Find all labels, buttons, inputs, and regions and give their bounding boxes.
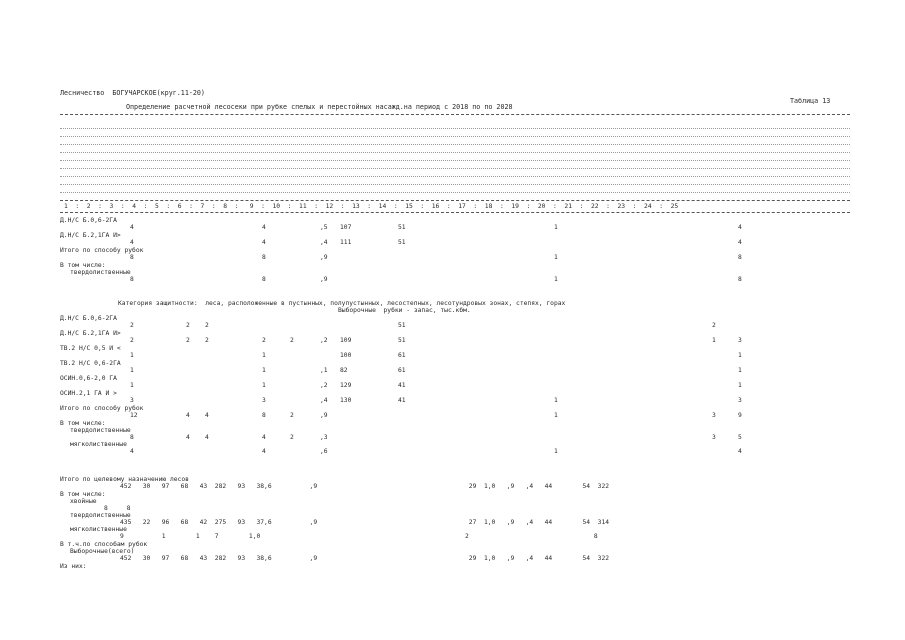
section2-row-value-c9: ,4 [320,397,328,404]
section2-sub1-value-c8: 2 [290,434,294,441]
report-title: Определение расчетной лесосеки при рубке спелых и перестойных насажд.на период с 2018 по по 2028 [126,103,513,111]
forestry-name: Лесничество БОГУЧАРСКОЕ(круг.11-20) [60,89,205,97]
section2-row-value-c10: 129 [340,382,352,389]
section2-row-value-c1: 1 [130,352,134,359]
section1-row-value-c1: 4 [130,239,134,246]
section2-row-name: ТВ.2 Н/С 0,6-2ГА [60,360,121,367]
section2-sub1-value-c25: 5 [738,434,742,441]
section2-row-value-c2: 2 [186,322,190,329]
header-bottom-rule [60,212,850,213]
section1-row-value-c7: 4 [262,239,266,246]
table-column-headers [60,124,850,200]
totals-hvoy-label: хвойные [70,498,97,505]
section2-row-value-c18: 1 [554,397,558,404]
section2-sub2-label: мягколиственные [70,441,127,448]
category-line-1: Категория защитности: леса, расположенные в пустынных, полупустынных, лесостепных, лесотундровых зонах, степях, горах [118,300,566,307]
section1-row-value-c10: 107 [340,224,352,231]
section2-row-value-c1: 3 [130,397,134,404]
totals-label: Итого по целевому назначению лесов [60,476,189,483]
section2-row-value-c25: 3 [738,397,742,404]
section2-sub2-value-c9: ,6 [320,448,328,455]
section1-row-name: Д.Н/С Б.2,1ГА И> [60,232,121,239]
totals-selective-row: 452 30 97 68 43 282 93 38,6 ,9 29 1,0 ,9 ,4 44 54 322 [120,555,610,562]
section2-row-value-c7: 1 [262,352,266,359]
section1-row-value-c1: 8 [130,254,134,261]
section2-row-value-c7: 1 [262,367,266,374]
totals-selective-label: Выборочные(всего) [70,548,135,555]
section1-row-name: Д.Н/С Б.0,6-2ГА [60,217,117,224]
totals-incl-label: В том числе: [60,491,106,498]
section2-sub1-value-c7: 4 [262,434,266,441]
section2-sub1-value-c23: 3 [712,434,716,441]
section2-row-value-c1: 1 [130,367,134,374]
section2-row-value-c7: 2 [262,337,266,344]
section2-row-name: ОСИН.2,1 ГА И > [60,390,117,397]
table-number: Таблица 13 [790,97,831,105]
section2-row-value-c3: 2 [205,337,209,344]
section1-row-value-c25: 8 [738,254,742,261]
header-mid-rule [60,200,850,201]
section2-row-value-c1: 1 [130,382,134,389]
section1-sub-value-c25: 8 [738,276,742,283]
section2-sub1-value-c9: ,3 [320,434,328,441]
section2-row-value-c10: 100 [340,352,352,359]
section1-sub-value-c1: 8 [130,276,134,283]
section2-row-value-c12: 41 [398,397,406,404]
section2-row-name: ОСИН.0,6-2,0 ГА [60,375,117,382]
section2-row-value-c25: 1 [738,367,742,374]
section1-row-value-c12: 51 [398,239,406,246]
section1-row-value-c25: 4 [738,239,742,246]
section2-row-value-c3: 4 [205,412,209,419]
section1-row-value-c1: 4 [130,224,134,231]
section2-row-value-c1: 2 [130,322,134,329]
section2-row-value-c23: 1 [712,337,716,344]
section2-row-value-c9: ,1 [320,367,328,374]
section1-sub-value-c9: ,9 [320,276,328,283]
section1-row-value-c12: 51 [398,224,406,231]
section1-row-value-c9: ,5 [320,224,328,231]
section2-row-value-c7: 3 [262,397,266,404]
section2-row-value-c1: 12 [130,412,138,419]
section2-row-value-c23: 3 [712,412,716,419]
section1-row-value-c7: 8 [262,254,266,261]
section2-incl-label: В том числе: [60,420,106,427]
section2-row-name: Д.Н/С Б.0,6-2ГА [60,315,117,322]
section1-row-value-c9: ,9 [320,254,328,261]
header-top-rule [60,114,850,115]
totals-tverd-label: твердолиственные [70,512,131,519]
totals-myagk-label: мягколиственные [70,526,127,533]
section2-sub1-label: твердолиственные [70,427,131,434]
section2-row-value-c12: 51 [398,337,406,344]
section1-sub-value-c7: 8 [262,276,266,283]
section2-row-value-c18: 1 [554,412,558,419]
section2-row-value-c25: 3 [738,337,742,344]
section2-row-value-c8: 2 [290,337,294,344]
section2-row-value-c12: 51 [398,322,406,329]
section1-row-value-c18: 1 [554,254,558,261]
section2-row-value-c23: 2 [712,322,716,329]
section2-row-value-c7: 1 [262,382,266,389]
section1-row-value-c9: ,4 [320,239,328,246]
section2-row-value-c8: 2 [290,412,294,419]
section2-row-value-c12: 41 [398,382,406,389]
section2-row-value-c9: ,2 [320,382,328,389]
section2-row-value-c25: 1 [738,352,742,359]
section1-row-value-c7: 4 [262,224,266,231]
section2-row-value-c10: 109 [340,337,352,344]
section2-sub1-value-c2: 4 [186,434,190,441]
category-line-2: Выборочные рубки - запас, тыс.кбм. [338,307,471,314]
totals-hvoy-row: 8 8 [104,505,131,512]
section2-row-value-c2: 4 [186,412,190,419]
section1-sub-label: твердолиственные [70,269,131,276]
section1-row-value-c25: 4 [738,224,742,231]
section2-sub1-value-c1: 8 [130,434,134,441]
section2-row-value-c9: ,9 [320,412,328,419]
totals-of-them-label: Из них: [60,563,87,570]
section2-row-value-c10: 130 [340,397,352,404]
section1-sub-value-c18: 1 [554,276,558,283]
section2-sub2-value-c7: 4 [262,448,266,455]
section1-row-value-c18: 1 [554,224,558,231]
totals-tverd-row: 435 22 96 68 42 275 93 37,6 ,9 27 1,0 ,9 ,4 44 54 314 [120,519,610,526]
section1-row-value-c10: 111 [340,239,352,246]
section2-row-value-c7: 8 [262,412,266,419]
section2-row-value-c12: 61 [398,367,406,374]
section1-incl-label: В том числе: [60,262,106,269]
column-numbers-row: 1 : 2 : 3 : 4 : 5 : 6 : 7 : 8 : 9 : 10 : 11 : 12 : 13 : 14 : 15 : 16 : 17 : 18 : 19 : 20 : 21 : 22 : 23 : 24 : 25 [64,203,679,210]
section2-row-value-c9: ,2 [320,337,328,344]
section2-row-value-c25: 9 [738,412,742,419]
section2-row-name: Итого по способу рубок [60,405,144,412]
section2-row-name: Д.Н/С Б.2,1ГА И> [60,330,121,337]
section2-sub2-value-c25: 4 [738,448,742,455]
section2-row-value-c25: 1 [738,382,742,389]
section2-row-value-c10: 82 [340,367,348,374]
totals-by-methods-label: В т.ч.по способам рубок [60,541,148,548]
section2-sub2-value-c1: 4 [130,448,134,455]
section2-row-name: ТВ.2 Н/С 0,5 И < [60,345,121,352]
section2-sub2-value-c18: 1 [554,448,558,455]
section2-row-value-c2: 2 [186,337,190,344]
section1-row-name: Итого по способу рубок [60,247,144,254]
totals-myagk-row: 9 1 1 7 1,0 2 8 [120,533,598,540]
section2-row-value-c3: 2 [205,322,209,329]
section2-sub1-value-c3: 4 [205,434,209,441]
totals-row: 452 30 97 68 43 282 93 38,6 ,9 29 1,0 ,9 ,4 44 54 322 [120,483,610,490]
section2-row-value-c12: 61 [398,352,406,359]
section2-row-value-c1: 2 [130,337,134,344]
